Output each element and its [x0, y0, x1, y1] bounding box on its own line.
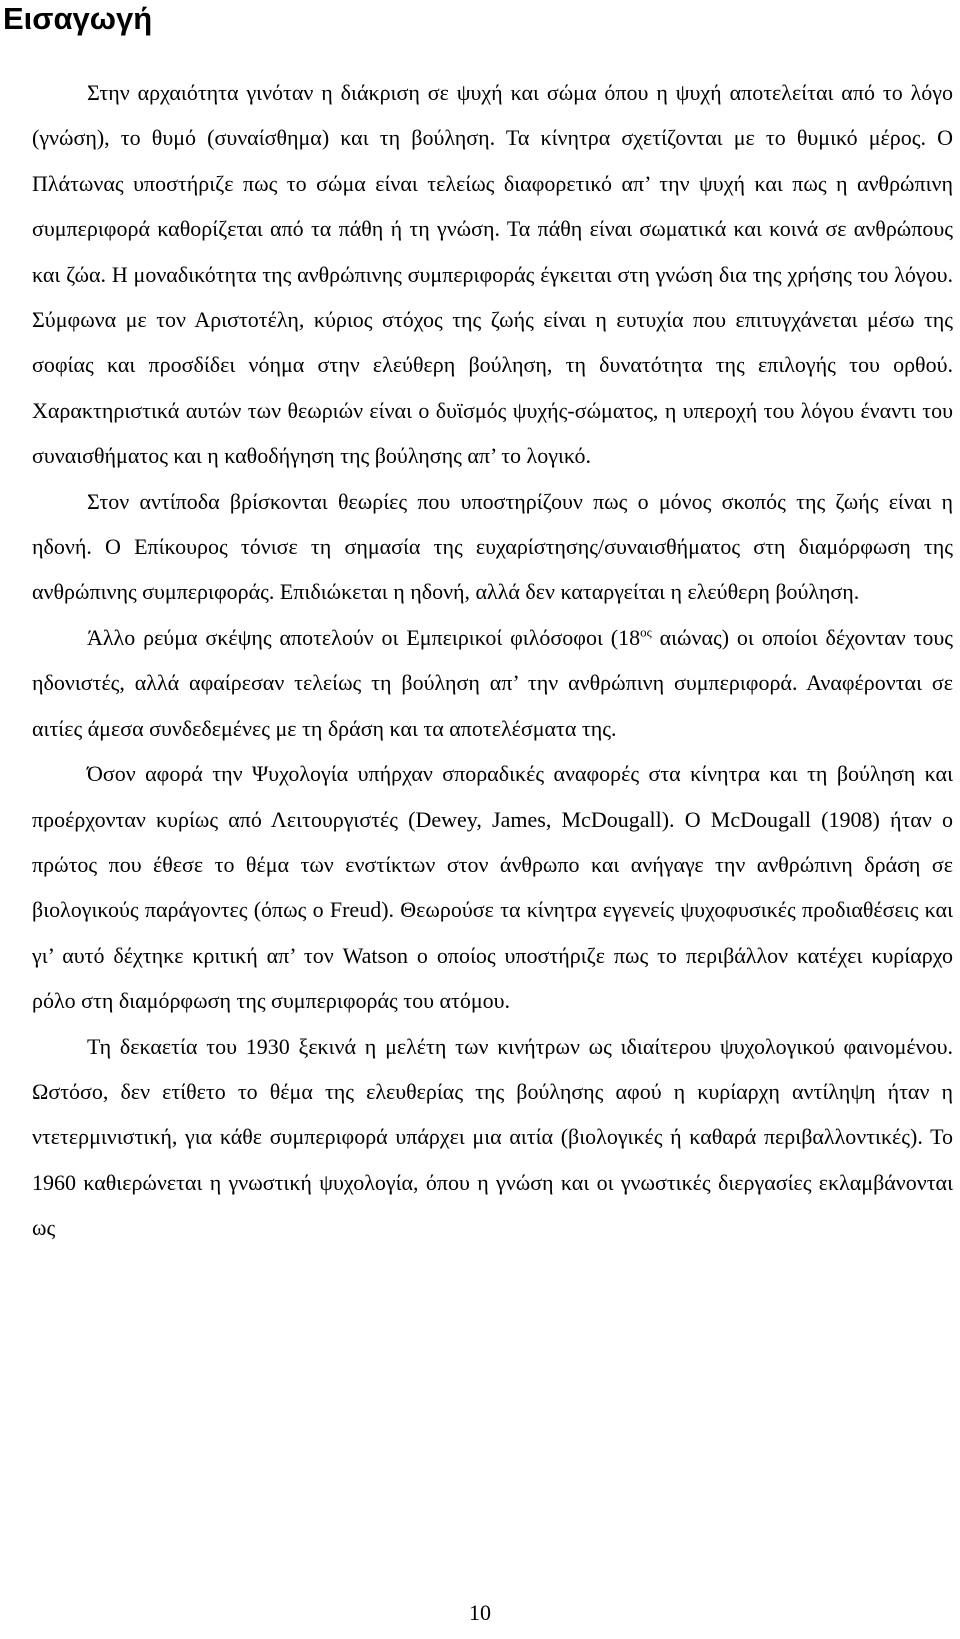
paragraph-3-text-start: Άλλο ρεύμα σκέψης αποτελούν οι Εμπειρικοί φιλόσοφοι (18: [87, 624, 641, 650]
body-text: [32, 70, 953, 1251]
ordinal-superscript: ος: [640, 624, 652, 640]
page-number: 10: [469, 1600, 491, 1625]
paragraph-4: Όσον αφορά την Ψυχολογία υπήρχαν σποραδικές αναφορές στα κίνητρα και τη βούληση και προέρχονταν κυρίως από Λειτουργιστές (Dewey, James, McDougall). Ο McDougall (1908) ήταν ο πρώτος που έθεσε το θέμα των ενστίκτων στον άνθρωπο και ανήγαγε την ανθρώπινη δράση σε βιολογικούς παράγοντες (όπως ο Freud). Θεωρούσε τα κίνητρα εγγενείς ψυχοφυσικές προδιαθέσεις και γι’ αυτό δέχτηκε κριτική απ’ τον Watson ο οποίος υποστήριζε πως το περιβάλλον κατέχει κυρίαρχο ρόλο στη διαμόρφωση της συμπεριφοράς του ατόμου.: [32, 761, 953, 1014]
paragraph-3: [32, 615, 953, 751]
paragraph-2: Στον αντίποδα βρίσκονται θεωρίες που υποστηρίζουν πως ο μόνος σκοπός της ζωής είναι η ηδονή. Ο Επίκουρος τόνισε τη σημασία της ευχαρίστησης/συναισθήματος στη διαμόρφωση της ανθρώπινης συμπεριφοράς. Επιδιώκεται η ηδονή, αλλά δεν καταργείται η ελεύθερη βούληση.: [32, 488, 953, 605]
paragraph-3-text-end: αιώνας) οι οποίοι δέχονταν τους ηδονιστές, αλλά αφαίρεσαν τελείως τη βούληση απ’ την ανθρώπινη συμπεριφορά. Αναφέρονται σε αιτίες άμεσα συνδεδεμένες με τη δράση και τα αποτελέσματα της.: [32, 624, 953, 741]
paragraph-5: Τη δεκαετία του 1930 ξεκινά η μελέτη των κινήτρων ως ιδιαίτερου ψυχολογικού φαινομένου. Ωστόσο, δεν ετίθετο το θέμα της ελευθερίας της βούλησης αφού η κυρίαρχη αντίληψη ήταν η ντετερμινιστική, για κάθε συμπεριφορά υπάρχει μια αιτία (βιολογικές ή καθαρά περιβαλλοντικές). Το 1960 καθιερώνεται η γνωστική ψυχολογία, όπου η γνώση και οι γνωστικές διεργασίες εκλαμβάνονται ως: [32, 1033, 953, 1241]
paragraph-1: Στην αρχαιότητα γινόταν η διάκριση σε ψυχή και σώμα όπου η ψυχή αποτελείται από το λόγο (γνώση), το θυμό (συναίσθημα) και τη βούληση. Τα κίνητρα σχετίζονται με το θυμικό μέρος. Ο Πλάτωνας υποστήριζε πως το σώμα είναι τελείως διαφορετικό απ’ την ψυχή και πως η ανθρώπινη συμπεριφορά καθορίζεται από τα πάθη ή τη γνώση. Τα πάθη είναι σωματικά και κοινά σε ανθρώπους και ζώα. Η μοναδικότητα της ανθρώπινης συμπεριφοράς έγκειται στη γνώση δια της χρήσης του λόγου. Σύμφωνα με τον Αριστοτέλη, κύριος στόχος της ζωής είναι η ευτυχία που επιτυγχάνεται μέσω της σοφίας και προσδίδει νόημα στην ελεύθερη βούληση, τη δυνατότητα της επιλογής του ορθού. Χαρακτηριστικά αυτών των θεωριών είναι ο δυϊσμός ψυχής-σώματος, η υπεροχή του λόγου έναντι του συναισθήματος και η καθοδήγηση της βούλησης απ’ το λογικό.: [32, 80, 953, 469]
section-heading: Εισαγωγή: [3, 1, 153, 36]
